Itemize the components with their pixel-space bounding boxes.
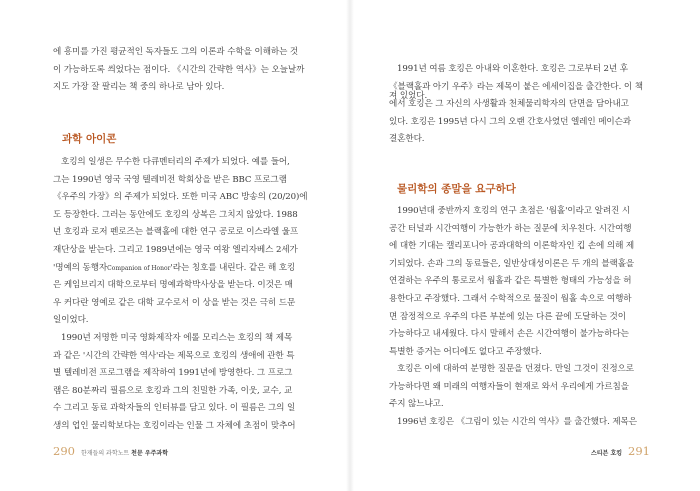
- left-paragraph-1: [53, 154, 313, 330]
- companion-of-honor-english: Companion of Honor: [107, 264, 171, 272]
- text-line: 1996년 호킹은 《그림이 있는 시간의 역사》를 출간했다. 제목은: [397, 417, 637, 427]
- section-heading-science-icon: 과학 아이콘: [62, 133, 117, 145]
- text-line: 지도 가장 잘 팔리는 책 중의 하나로 남아 있다.: [53, 82, 225, 93]
- text-line: 져 있었다.: [389, 91, 428, 101]
- text-line: 년 호킹과 로저 펜로즈는 블랙홀에 대한 연구 공로로 이스라엘 울프: [53, 227, 299, 238]
- right-paragraph-2: [389, 203, 651, 361]
- text-line: 용한다고 주장했다. 그래서 수학적으로 물질이 웜홀 속으로 여행하: [389, 293, 632, 304]
- text-line: 1991년 여름 호킹은 아내와 이혼한다. 호킹은 그로부터 2년 후: [397, 64, 628, 74]
- text-line: 1990년대 중반까지 호킹의 연구 초점은 '웜홀'이라고 알려진 시: [397, 206, 631, 216]
- text-line: 호킹의 일생은 무수한 다큐멘터리의 주제가 되었다. 예를 들어,: [61, 157, 290, 167]
- text-line: 그는 1990년 영국 국영 텔레비전 학회상을 받은 BBC 프로그램: [53, 174, 287, 185]
- book-title-bold: 천문 우주과학: [131, 450, 169, 457]
- running-book-title: [81, 448, 168, 457]
- text-line: 특별한 증거는 어디에도 없다고 주장했다.: [389, 346, 542, 357]
- text-line: 1990년 저명한 미국 영화제작자 에롤 모리스는 호킹의 책 제목: [61, 333, 293, 343]
- text-line: 《우주의 가장》의 주제가 되었다. 또한 미국 ABC 방송의 (20/20)에: [53, 192, 308, 203]
- companion-pre: '명예의 동행자: [53, 262, 108, 273]
- text-line: 수 그리고 동료 과학자들의 인터뷰를 담고 있다. 이 필름은 그의 일: [53, 403, 296, 414]
- right-paragraph-3: [389, 361, 651, 414]
- right-paragraph-1: [389, 61, 651, 149]
- text-line: 결혼한다.: [389, 134, 425, 145]
- text-line: 우 커다란 영예로 같은 대학 교수로서 이 상을 받는 것은 극히 드문: [53, 297, 296, 308]
- text-line-companion: [53, 260, 313, 278]
- left-paragraph-2: [53, 330, 313, 436]
- text-line: 별 텔레비전 프로그램을 제작하여 1991년에 방영한다. 그 프로그: [53, 368, 293, 379]
- book-title-regular: 한재들의 과학노트: [80, 450, 130, 457]
- text-line: 도 등장한다. 그러는 동안에도 호킹의 상복은 그치지 않았다. 1988: [53, 209, 298, 220]
- text-line: 램은 80분짜리 필름으로 호킹과 그의 친밀한 가족, 이웃, 교수, 교: [53, 385, 293, 396]
- text-line: 에 흥미를 가진 평균적인 독자들도 그의 이론과 수학을 이해하는 것: [53, 47, 299, 57]
- text-line: 생의 업인 물리학보다는 호킹이라는 인물 그 자체에 초점이 맞추어: [53, 420, 296, 431]
- text-line: 에서 호킹은 그 자신의 사생활과 천체물리학자의 단면을 담아내고: [389, 99, 629, 110]
- running-chapter-title: 스티븐 호킹: [590, 450, 623, 457]
- section-heading-end-of-physics: 물리학의 종말을 요구하다: [397, 183, 516, 195]
- left-footer: [53, 444, 168, 458]
- page-number: 291: [628, 444, 650, 458]
- text-line: 은 케임브리지 대학으로부터 명예과학박사상을 받는다. 이것은 매: [53, 280, 293, 291]
- text-line: 과 같은 '시간의 간략한 역사'라는 제목으로 호킹의 생애에 관한 특: [53, 350, 295, 361]
- text-line: 있다. 호킹은 1995년 다시 그의 오랜 간호사였던 엘레인 메이슨과: [389, 116, 631, 127]
- text-line: 가능하다면 왜 미래의 여행자들이 현재로 와서 우리에게 가르침을: [389, 381, 629, 392]
- text-line: 에 대한 기대는 캘리포니아 공과대학의 이론학자인 킵 손에 의해 제: [389, 241, 635, 252]
- right-paragraph-4: [389, 414, 651, 432]
- left-paragraph-continued: [53, 44, 313, 97]
- text-line: 호킹은 이에 대하여 분명한 질문을 던졌다. 만일 그것이 진정으로: [397, 364, 634, 374]
- right-footer: [591, 444, 650, 458]
- text-line: 이 가능하도록 씌었다는 점이다. 《시간의 간략한 역사》는 오늘날까: [53, 64, 305, 75]
- page-number: 290: [53, 444, 75, 458]
- text-line: 일이었다.: [53, 315, 89, 326]
- text-line: 기되었다. 손과 그의 동료들은, 일반상대성이론은 두 개의 블랙홀을: [389, 258, 635, 269]
- text-line: 주지 않느냐고.: [389, 399, 444, 410]
- text-line: 재단상을 받는다. 그리고 1989년에는 영국 여왕 엘리자베스 2세가: [53, 244, 298, 255]
- text-line: 연결하는 우주의 통로로서 웜홀과 같은 특별한 형태의 가능성을 허: [389, 276, 632, 287]
- text-line: 면 잠정적으로 우주의 다른 부분에 있는 다른 끝에 도달하는 것이: [389, 311, 626, 322]
- text-line: 가능하다고 내세웠다. 다시 말해서 손은 시간여행이 불가능하다는: [389, 329, 629, 340]
- text-line: 공간 터널과 시간여행이 가능한가 하는 질문에 치우친다. 시간여행: [389, 223, 632, 234]
- text-line: 《블랙홀과 아기 우주》라는 제목이 붙은 에세이집을 출간한다. 이 책: [389, 81, 643, 92]
- companion-post: '라는 칭호를 내린다. 같은 해 호킹: [170, 262, 296, 273]
